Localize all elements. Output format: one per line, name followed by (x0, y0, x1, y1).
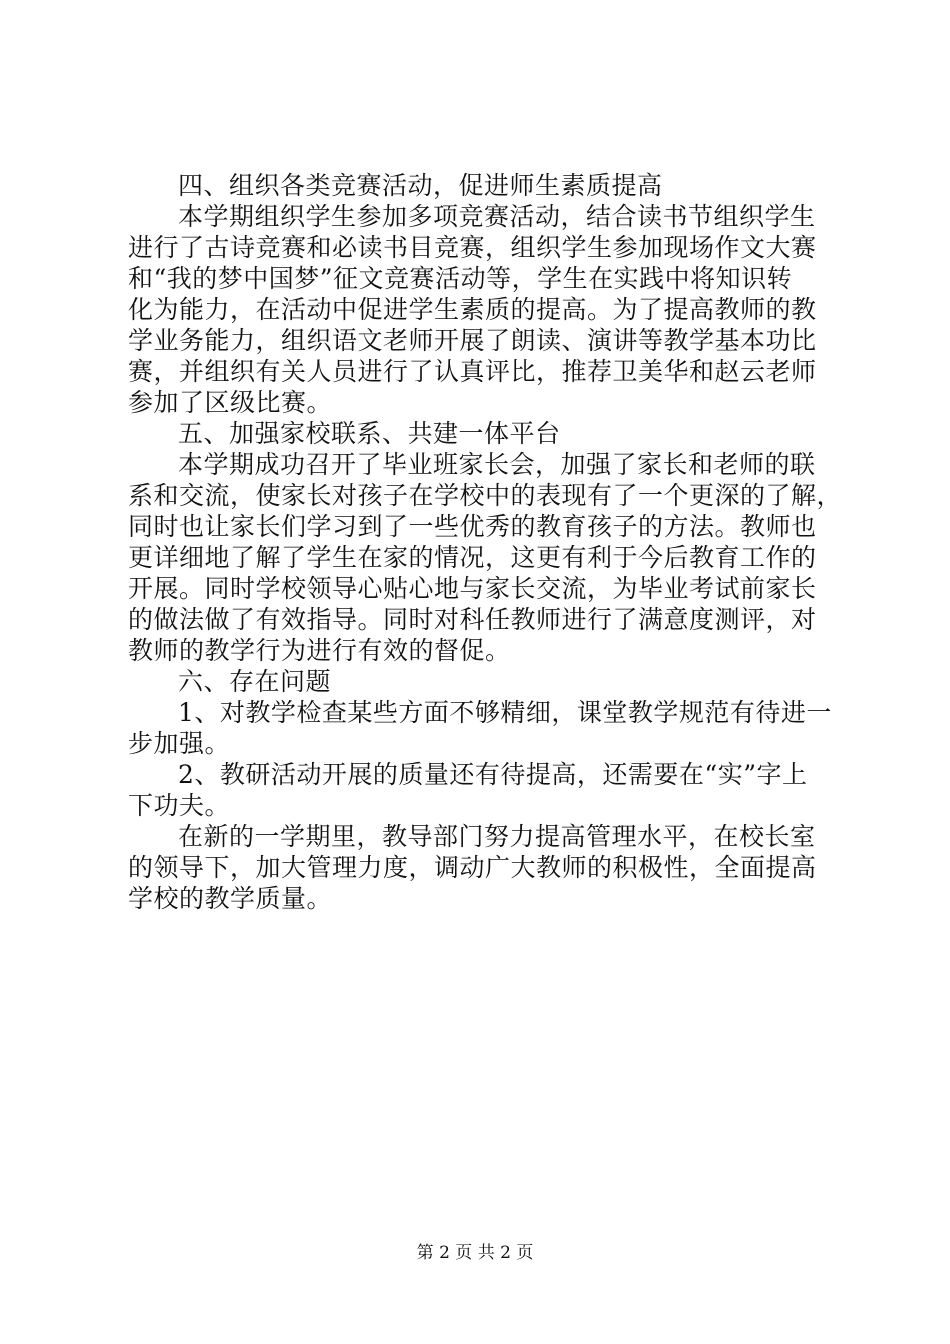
text-line: 2、教研活动开展的质量还有待提高，还需要在“实”字上 (178, 760, 808, 789)
text-line: 六、存在问题 (178, 667, 332, 696)
text-line: 系和交流，使家长对孩子在学校中的表现有了一个更深的了解， (128, 481, 843, 510)
text-line: 教师的教学行为进行有效的督促。 (128, 636, 511, 665)
text-line: 在新的一学期里，教导部门努力提高管理水平，在校长室 (178, 822, 816, 851)
text-line: 学校的教学质量。 (128, 884, 333, 913)
text-line: 开展。同时学校领导心贴心地与家长交流，为毕业考试前家长 (128, 574, 817, 603)
text-line: 下功夫。 (128, 791, 231, 820)
text-line: 本学期组织学生参加多项竞赛活动，结合读书节组织学生 (178, 202, 816, 231)
text-line: 参加了区级比赛。 (128, 388, 333, 417)
text-line: 和“我的梦中国梦”征文竞赛活动等，学生在实践中将知识转 (128, 264, 793, 293)
text-line: 更详细地了解了学生在家的情况，这更有利于今后教育工作的 (128, 543, 817, 572)
text-line: 四、组织各类竞赛活动，促进师生素质提高 (178, 171, 663, 200)
text-line: 的领导下，加大管理力度，调动广大教师的积极性，全面提高 (128, 853, 817, 882)
text-line: 进行了古诗竞赛和必读书目竞赛，组织学生参加现场作文大赛 (128, 233, 817, 262)
text-line: 步加强。 (128, 729, 231, 758)
text-line: 五、加强家校联系、共建一体平台 (178, 419, 561, 448)
text-line: 同时也让家长们学习到了一些优秀的教育孩子的方法。教师也 (128, 512, 817, 541)
document-body (128, 170, 843, 914)
text-line: 1、对教学检查某些方面不够精细，课堂教学规范有待进一 (178, 698, 832, 727)
text-line: 化为能力，在活动中促进学生素质的提高。为了提高教师的教 (128, 295, 817, 324)
text-line: 本学期成功召开了毕业班家长会，加强了家长和老师的联 (178, 450, 816, 479)
text-line: 赛，并组织有关人员进行了认真评比，推荐卫美华和赵云老师 (128, 357, 817, 386)
text-line: 学业务能力，组织语文老师开展了朗读、演讲等教学基本功比 (128, 326, 817, 355)
page-footer: 第 2 页 共 2 页 (416, 1243, 534, 1263)
text-line: 的做法做了有效指导。同时对科任教师进行了满意度测评，对 (128, 605, 817, 634)
